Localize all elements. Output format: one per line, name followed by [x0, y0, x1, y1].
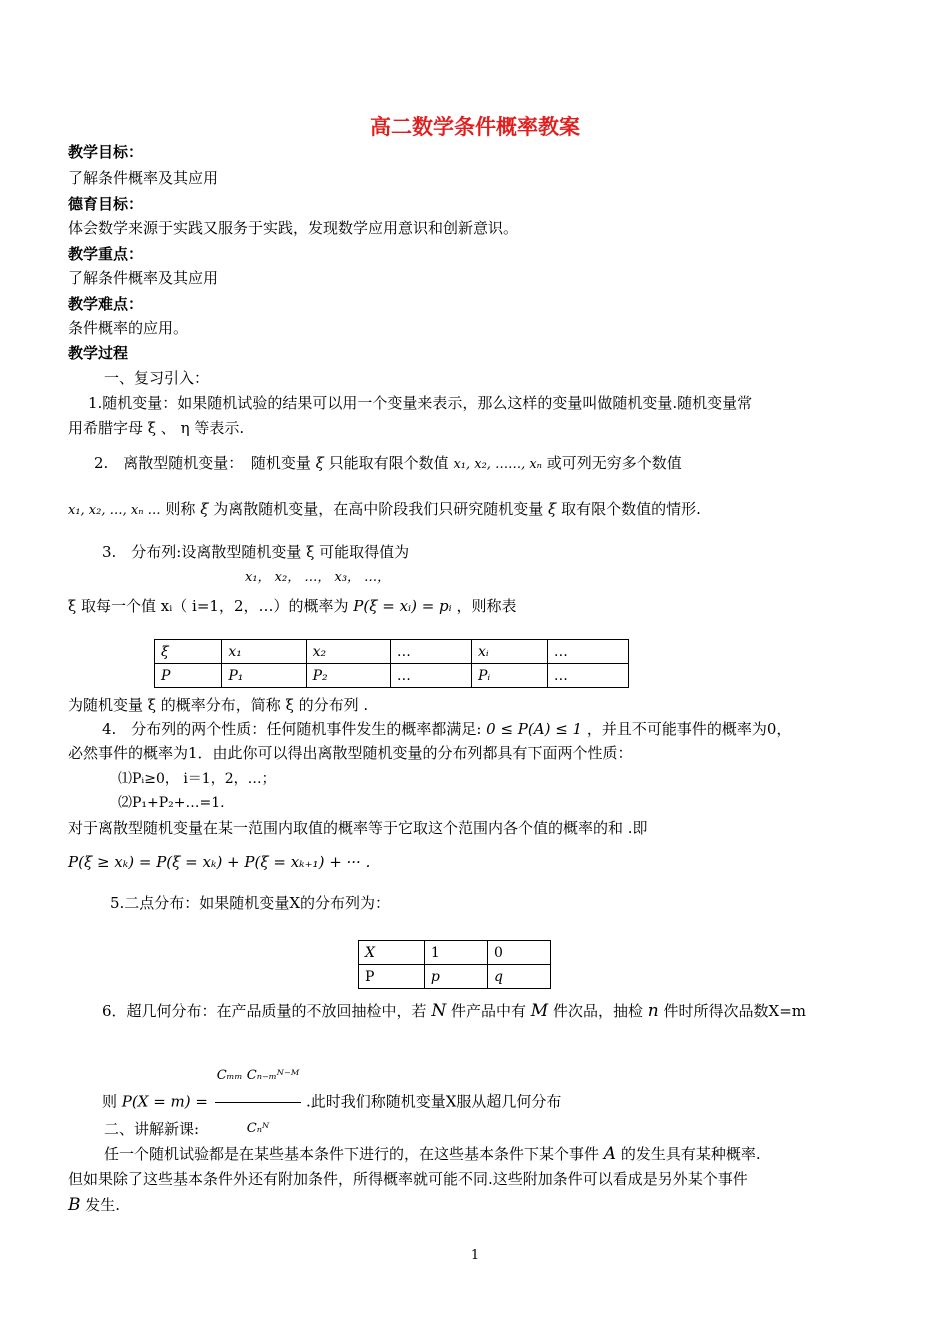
- item6-N: N: [431, 1001, 447, 1021]
- item6-text-f: .此时我们称随机变量X服从超几何分布: [305, 1092, 562, 1111]
- item4-prop1: ⑴Pᵢ≥0， i＝1，2，…；: [118, 771, 276, 787]
- table-row: [359, 965, 551, 989]
- table-cell: Pᵢ: [471, 664, 547, 688]
- item4-text-b: ，并且不可能事件的概率为0，: [586, 720, 792, 738]
- item2-line1: [94, 453, 682, 475]
- goal-heading: 教学目标：: [68, 143, 144, 161]
- xi-symbol: ξ: [315, 454, 324, 472]
- item3-text-b: ，则称表: [456, 597, 517, 615]
- table-cell: 1: [424, 941, 487, 965]
- process-heading: 教学过程: [68, 344, 129, 362]
- two-point-table: [358, 940, 551, 989]
- item6-text-a: 6．超几何分布：在产品质量的不放回抽检中，若: [102, 1002, 427, 1020]
- new-lesson-text-c: 发生.: [85, 1196, 121, 1214]
- item2-values2: x₁, x₂, …, xₙ …: [68, 503, 161, 518]
- item2-values: x₁, x₂, ……, xₙ: [453, 457, 542, 472]
- item3-after: 为随机变量 ξ 的概率分布，简称 ξ 的分布列 .: [68, 696, 369, 714]
- table-cell: p: [424, 965, 487, 989]
- event-B: B: [68, 1195, 81, 1215]
- new-lesson-heading: 二、讲解新课:: [104, 1120, 200, 1138]
- item6-lhs: P(X = m) =: [121, 1092, 208, 1111]
- xi-symbol: ξ: [548, 500, 557, 518]
- event-A: A: [603, 1144, 617, 1164]
- review-heading: 一、复习引入：: [104, 369, 210, 387]
- difficulty-text: 条件概率的应用。: [68, 319, 189, 337]
- item2-text-f: 取有限个数值的情形.: [561, 500, 701, 518]
- item3-line1: 3. 分布列:设离散型随机变量 ξ 可能取得值为: [102, 543, 410, 561]
- item5-line: 5.二点分布：如果随机变量X的分布列为：: [110, 894, 390, 912]
- item3-line3: [68, 596, 516, 616]
- item2-text-b: 只能取有限个数值: [328, 454, 449, 472]
- item6-line1: [102, 1001, 806, 1021]
- table-cell: …: [547, 664, 628, 688]
- item6-M: M: [530, 1001, 549, 1021]
- table-cell: x₂: [306, 640, 390, 664]
- table-cell: …: [390, 664, 471, 688]
- table-cell: xᵢ: [471, 640, 547, 664]
- item2-text-a: 2. 离散型随机变量： 随机变量: [94, 454, 311, 472]
- table-cell: x₁: [222, 640, 306, 664]
- item2-text-d: 则称: [165, 500, 196, 518]
- table-cell: …: [390, 640, 471, 664]
- table-cell: X: [359, 941, 425, 965]
- table-cell: …: [547, 640, 628, 664]
- item3-formula: P(ξ = xᵢ) = pᵢ: [353, 597, 452, 615]
- table-cell: P₁: [222, 664, 306, 688]
- item1-line1: 1.随机变量：如果随机试验的结果可以用一个变量来表示，那么这样的变量叫做随机变量.随机变量常: [88, 394, 753, 412]
- table-cell: P₂: [306, 664, 390, 688]
- item4-line3: 对于离散型随机变量在某一范围内取值的概率等于它取这个范围内各个值的概率的和 .即: [68, 819, 648, 837]
- item3-text-a: ξ 取每一个值 xᵢ（ i=1，2，…）的概率为: [68, 597, 349, 615]
- moral-text: 体会数学来源于实践又服务于实践，发现数学应用意识和创新意识。: [68, 219, 519, 237]
- item6-text-e: 则: [102, 1092, 118, 1111]
- table-cell: q: [487, 965, 550, 989]
- table-cell: P: [359, 965, 425, 989]
- item3-line2: x₁， x₂， …， x₃， …，: [245, 570, 391, 585]
- new-lesson-text-a: 任一个随机试验都是在某些基本条件下进行的，在这些基本条件下某个事件: [104, 1145, 600, 1163]
- item4-prop2: ⑵P₁+P₂+…=1.: [118, 795, 225, 811]
- page-number: 1: [470, 1248, 480, 1263]
- item1-line2: 用希腊字母 ξ 、 η 等表示.: [68, 419, 245, 437]
- goal-text: 了解条件概率及其应用: [68, 169, 219, 187]
- item2-text-e: 为离散随机变量，在高中阶段我们只研究随机变量: [213, 500, 544, 518]
- table-cell: ξ: [155, 640, 222, 664]
- fraction-numerator: Cₘₘ Cₙ₋ₘᴺ⁻ᴹ: [215, 1052, 301, 1103]
- item6-n: n: [647, 1001, 659, 1021]
- item4-sum-formula: P(ξ ≥ xₖ) = P(ξ = xₖ) + P(ξ = xₖ₊₁) + ··· .: [68, 853, 371, 871]
- focus-heading: 教学重点：: [68, 245, 144, 263]
- hypergeometric-fraction: [215, 1052, 301, 1153]
- item4-line1: [102, 719, 791, 739]
- new-lesson-line1: [104, 1144, 761, 1164]
- distribution-table: [154, 639, 629, 688]
- page-title: 高二数学条件概率教案: [370, 114, 580, 139]
- item6-text-b: 件产品中有: [450, 1002, 526, 1020]
- item4-line2: 必然事件的概率为1．由此你可以得出离散型随机变量的分布列都具有下面两个性质：: [68, 744, 633, 762]
- item6-text-c: 件次品，抽检: [552, 1002, 643, 1020]
- item6-text-d: 件时所得次品数X=m: [663, 1002, 806, 1020]
- xi-symbol: ξ: [200, 500, 209, 518]
- new-lesson-text-b: 的发生具有某种概率.: [620, 1145, 761, 1163]
- new-lesson-line2: 但如果除了这些基本条件外还有附加条件，所得概率就可能不同.这些附加条件可以看成是另外某个事件: [68, 1170, 748, 1188]
- focus-text: 了解条件概率及其应用: [68, 269, 219, 287]
- difficulty-heading: 教学难点：: [68, 295, 144, 313]
- item2-line2: [68, 499, 701, 521]
- table-cell: P: [155, 664, 222, 688]
- item4-formula: 0 ≤ P(A) ≤ 1: [486, 720, 583, 738]
- new-lesson-line3: [68, 1195, 120, 1215]
- fraction-denominator: Cₙᴺ: [246, 1121, 270, 1136]
- table-row: [155, 664, 629, 688]
- item2-text-c: 或可列无穷多个数值: [546, 454, 682, 472]
- item4-text-a: 4. 分布列的两个性质：任何随机事件发生的概率都满足:: [102, 720, 482, 738]
- table-row: [359, 941, 551, 965]
- table-row: [155, 640, 629, 664]
- moral-heading: 德育目标：: [68, 195, 144, 213]
- table-cell: 0: [487, 941, 550, 965]
